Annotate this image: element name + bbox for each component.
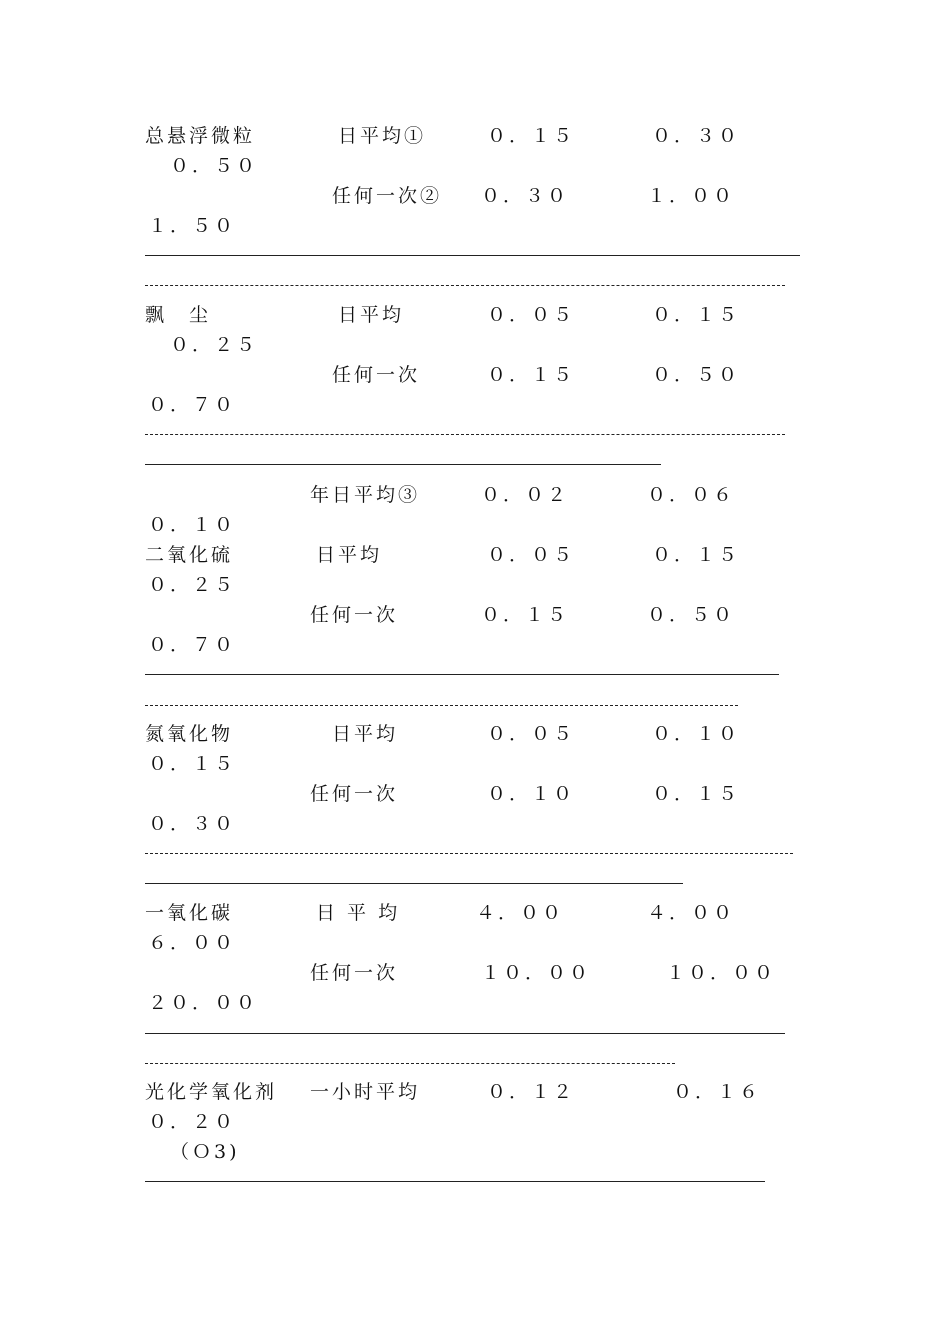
separator-rule [145,674,779,675]
text-cell: 飘 尘 [145,304,212,326]
text-cell: ４．００ [476,902,565,924]
text-cell: 日平均 [338,304,405,326]
text-cell: ０．０２ [481,484,570,506]
separator-rule [145,285,785,286]
text-cell: ０．１０ [487,783,576,805]
text-cell: 任何一次 [310,783,399,805]
text-cell: ０．７０ [148,394,237,416]
separator-rule [145,1181,765,1182]
text-cell: 任何一次 [310,962,399,984]
text-cell: ０．１５ [487,125,576,147]
text-cell: ０．０５ [487,304,576,326]
text-cell: ６．００ [148,932,237,954]
text-cell: ０．１０ [148,514,237,536]
text-cell: ０．１５ [481,604,570,626]
text-cell: 氮氧化物 [145,723,234,745]
text-cell: ０．１０ [652,723,741,745]
text-cell: ０．３０ [652,125,741,147]
separator-rule [145,464,661,465]
text-cell: 任何一次② [332,185,443,207]
text-cell: ０．５０ [647,604,736,626]
text-cell: ０．３０ [148,813,237,835]
text-cell: ０．１２ [487,1081,576,1103]
text-cell: 日 平 均 [316,902,401,924]
text-cell: ０．０５ [487,723,576,745]
text-cell: ０．１５ [652,544,741,566]
text-cell: １０．００ [481,962,592,984]
separator-rule [145,434,785,435]
text-cell: ０．０６ [647,484,736,506]
text-cell: （Ｏ3) [170,1141,240,1163]
text-cell: ０．７０ [148,634,237,656]
text-cell: ０．５０ [170,155,259,177]
text-cell: 日平均 [332,723,399,745]
text-cell: １．００ [647,185,736,207]
text-cell: ０．１６ [673,1081,762,1103]
text-cell: １０．００ [666,962,777,984]
text-cell: 总悬浮微粒 [145,125,256,147]
text-cell: ０．１５ [652,783,741,805]
text-cell: ０．０５ [487,544,576,566]
separator-rule [145,1063,675,1064]
text-cell: ０．２０ [148,1111,237,1133]
separator-rule [145,1033,785,1034]
text-cell: 光化学氧化剂 [145,1081,278,1103]
text-cell: ０．３０ [481,185,570,207]
text-cell: ０．５０ [652,364,741,386]
text-cell: 日平均① [338,125,427,147]
separator-rule [145,705,738,706]
separator-rule [145,255,800,256]
text-cell: 一氧化碳 [145,902,234,924]
separator-rule [145,853,793,854]
text-cell: ４．００ [647,902,736,924]
text-cell: １．５０ [148,215,237,237]
text-cell: ０．１５ [652,304,741,326]
text-cell: ０．２５ [148,574,237,596]
separator-rule [145,883,683,884]
text-cell: 任何一次 [332,364,421,386]
text-cell: ０．２５ [170,334,259,356]
text-cell: 一小时平均 [310,1081,421,1103]
text-cell: 二氧化硫 [145,544,234,566]
text-cell: ２０．００ [148,992,259,1014]
text-cell: 日平均 [316,544,383,566]
text-cell: 任何一次 [310,604,399,626]
text-cell: ０．１５ [487,364,576,386]
text-cell: 年日平均③ [310,484,421,506]
text-cell: ０．１５ [148,753,237,775]
